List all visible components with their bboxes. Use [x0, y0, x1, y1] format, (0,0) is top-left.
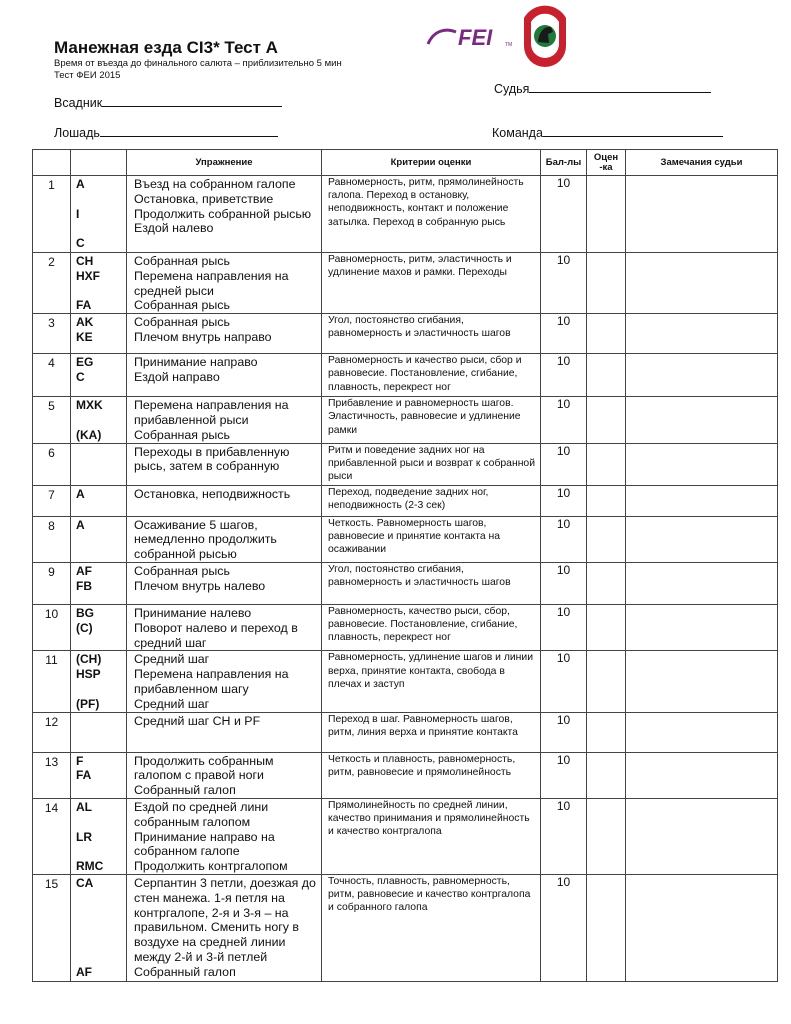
arena-letters — [71, 443, 127, 485]
horse-input-line[interactable] — [100, 126, 278, 137]
remarks-cell[interactable] — [626, 176, 778, 253]
arena-letters: A — [71, 516, 127, 562]
judge-label: Судья — [494, 82, 530, 96]
table-row — [33, 485, 778, 516]
mark-cell[interactable] — [587, 485, 626, 516]
time-note: Время от въезда до финального салюта – приблизительно 5 мин — [54, 58, 342, 69]
table-row — [33, 798, 778, 874]
exercise-text: Въезд на собранном галопе Остановка, приветствие Продолжить собранной рысью Ездой налево — [127, 176, 322, 253]
row-number: 12 — [33, 712, 71, 752]
remarks-cell[interactable] — [626, 604, 778, 650]
remarks-cell[interactable] — [626, 516, 778, 562]
header-points: Бал-лы — [541, 150, 587, 176]
max-points: 10 — [541, 443, 587, 485]
remarks-cell[interactable] — [626, 253, 778, 314]
table-row — [33, 562, 778, 604]
remarks-cell[interactable] — [626, 397, 778, 443]
remarks-cell[interactable] — [626, 651, 778, 712]
criteria-text: Переход в шаг. Равномерность шагов, ритм, линия верха и принятие контакта — [322, 712, 541, 752]
remarks-cell[interactable] — [626, 712, 778, 752]
remarks-cell[interactable] — [626, 798, 778, 874]
row-number: 5 — [33, 397, 71, 443]
exercise-text: Продолжить собранным галопом с правой ноги Собранный галоп — [127, 752, 322, 798]
exercise-text: Перемена направления на прибавленной рыси Собранная рысь — [127, 397, 322, 443]
fei-logo — [426, 24, 511, 50]
exercise-text: Переходы в прибавленную рысь, затем в собранную — [127, 443, 322, 485]
row-number: 6 — [33, 443, 71, 485]
max-points: 10 — [541, 354, 587, 397]
horse-label: Лошадь — [54, 126, 100, 140]
table-row — [33, 651, 778, 712]
team-field[interactable] — [492, 126, 723, 140]
judge-field[interactable] — [494, 82, 711, 96]
mark-cell[interactable] — [587, 798, 626, 874]
test-title: Манежная езда CI3* Тест А — [54, 38, 278, 57]
table-row — [33, 752, 778, 798]
remarks-cell[interactable] — [626, 485, 778, 516]
criteria-text: Точность, плавность, равномерность, ритм, равновесие и качество контргалопа и собранного галопа — [322, 874, 541, 981]
criteria-text: Равномерность, качество рыси, сбор, равновесие. Постановление, сгибание, плавность, перекрест ног — [322, 604, 541, 650]
table-row — [33, 874, 778, 981]
team-input-line[interactable] — [543, 126, 723, 137]
criteria-text: Четкость. Равномерность шагов, равновесие и принятие контакта на осаживании — [322, 516, 541, 562]
table-row — [33, 604, 778, 650]
remarks-cell[interactable] — [626, 562, 778, 604]
arena-letters: CH HXF FA — [71, 253, 127, 314]
mark-cell[interactable] — [587, 176, 626, 253]
header-letters — [71, 150, 127, 176]
mark-cell[interactable] — [587, 397, 626, 443]
remarks-cell[interactable] — [626, 874, 778, 981]
row-number: 2 — [33, 253, 71, 314]
mark-cell[interactable] — [587, 314, 626, 354]
remarks-cell[interactable] — [626, 354, 778, 397]
header-criteria: Критерии оценки — [322, 150, 541, 176]
mark-cell[interactable] — [587, 651, 626, 712]
row-number: 13 — [33, 752, 71, 798]
row-number: 4 — [33, 354, 71, 397]
arena-letters: MXK (KA) — [71, 397, 127, 443]
arena-letters: AF FB — [71, 562, 127, 604]
max-points: 10 — [541, 397, 587, 443]
test-edition: Тест ФЕИ 2015 — [54, 70, 121, 81]
remarks-cell[interactable] — [626, 752, 778, 798]
mark-cell[interactable] — [587, 253, 626, 314]
arena-letters: AK KE — [71, 314, 127, 354]
rider-input-line[interactable] — [102, 96, 282, 107]
max-points: 10 — [541, 314, 587, 354]
row-number: 15 — [33, 874, 71, 981]
arena-letters: AL LR RMC — [71, 798, 127, 874]
mark-cell[interactable] — [587, 874, 626, 981]
team-label: Команда — [492, 126, 543, 140]
criteria-text: Угол, постоянство сгибания, равномерность и эластичность шагов — [322, 562, 541, 604]
row-number: 9 — [33, 562, 71, 604]
arena-letters: A — [71, 485, 127, 516]
row-number: 14 — [33, 798, 71, 874]
table-row — [33, 516, 778, 562]
header-remarks: Замечания судьи — [626, 150, 778, 176]
rider-field[interactable] — [54, 96, 282, 110]
rider-label: Всадник — [54, 96, 103, 110]
exercise-text: Ездой по средней лини собранным галопом Принимание направо на собранном галопе Продолжить контргалопом — [127, 798, 322, 874]
mark-cell[interactable] — [587, 354, 626, 397]
arena-letters: EG C — [71, 354, 127, 397]
table-header-row — [33, 150, 778, 176]
table-row — [33, 354, 778, 397]
mark-cell[interactable] — [587, 516, 626, 562]
max-points: 10 — [541, 253, 587, 314]
mark-cell[interactable] — [587, 562, 626, 604]
criteria-text: Прямолинейность по средней линии, качество принимания и прямолинейность и качество контргалопа — [322, 798, 541, 874]
mark-cell[interactable] — [587, 752, 626, 798]
exercise-text: Средний шаг Перемена направления на прибавленном шагу Средний шаг — [127, 651, 322, 712]
row-number: 1 — [33, 176, 71, 253]
table-row — [33, 712, 778, 752]
header-num — [33, 150, 71, 176]
svg-text:FEI: FEI — [458, 25, 493, 50]
exercise-text: Принимание направо Ездой направо — [127, 354, 322, 397]
svg-text:TM: TM — [505, 42, 513, 48]
max-points: 10 — [541, 604, 587, 650]
exercise-text: Собранная рысь Плечом внутрь направо — [127, 314, 322, 354]
criteria-text: Равномерность и качество рыси, сбор и равновесие. Постановление, сгибание, плавность, перекрест ног — [322, 354, 541, 397]
exercise-text: Собранная рысь Перемена направления на средней рыси Собранная рысь — [127, 253, 322, 314]
row-number: 7 — [33, 485, 71, 516]
criteria-text: Ритм и поведение задних ног на прибавленной рыси и возврат к собранной рыси — [322, 443, 541, 485]
remarks-cell[interactable] — [626, 443, 778, 485]
horse-field[interactable] — [54, 126, 278, 140]
arena-letters — [71, 712, 127, 752]
row-number: 3 — [33, 314, 71, 354]
table-row — [33, 314, 778, 354]
max-points: 10 — [541, 516, 587, 562]
judge-input-line[interactable] — [529, 82, 711, 93]
criteria-text: Равномерность, ритм, эластичность и удлинение махов и рамки. Переходы — [322, 253, 541, 314]
criteria-text: Угол, постоянство сгибания, равномерность и эластичность шагов — [322, 314, 541, 354]
max-points: 10 — [541, 712, 587, 752]
exercise-text: Остановка, неподвижность — [127, 485, 322, 516]
row-number: 10 — [33, 604, 71, 650]
mark-cell[interactable] — [587, 712, 626, 752]
max-points: 10 — [541, 798, 587, 874]
score-sheet-table — [32, 149, 778, 982]
header-exercise: Упражнение — [127, 150, 322, 176]
mark-cell[interactable] — [587, 443, 626, 485]
arena-letters: F FA — [71, 752, 127, 798]
mark-cell[interactable] — [587, 604, 626, 650]
arena-letters: (CH) HSP (PF) — [71, 651, 127, 712]
max-points: 10 — [541, 562, 587, 604]
table-row — [33, 253, 778, 314]
arena-letters: CA AF — [71, 874, 127, 981]
row-number: 11 — [33, 651, 71, 712]
games-badge-logo — [518, 10, 572, 66]
max-points: 10 — [541, 752, 587, 798]
arena-letters: A I C — [71, 176, 127, 253]
criteria-text: Четкость и плавность, равномерность, ритм, равновесие и прямолинейность — [322, 752, 541, 798]
criteria-text: Равномерность, ритм, прямолинейность галопа. Переход в остановку, неподвижность, контакт и положение затылка. Переход в собранную рысь — [322, 176, 541, 253]
exercise-text: Средний шаг CH и PF — [127, 712, 322, 752]
table-row — [33, 397, 778, 443]
table-row — [33, 443, 778, 485]
max-points: 10 — [541, 874, 587, 981]
max-points: 10 — [541, 176, 587, 253]
max-points: 10 — [541, 651, 587, 712]
remarks-cell[interactable] — [626, 314, 778, 354]
table-row — [33, 176, 778, 253]
exercise-text: Осаживание 5 шагов, немедленно продолжить собранной рысью — [127, 516, 322, 562]
max-points: 10 — [541, 485, 587, 516]
row-number: 8 — [33, 516, 71, 562]
criteria-text: Переход, подведение задних ног, неподвижность (2-3 сек) — [322, 485, 541, 516]
header-mark: Оцен -ка — [587, 150, 626, 176]
arena-letters: BG (C) — [71, 604, 127, 650]
criteria-text: Прибавление и равномерность шагов. Эластичность, равновесие и удлинение рамки — [322, 397, 541, 443]
exercise-text: Принимание налево Поворот налево и переход в средний шаг — [127, 604, 322, 650]
exercise-text: Серпантин 3 петли, доезжая до стен манежа. 1-я петля на контргалопе, 2-я и 3-я – на правильном. Сменить ногу в воздухе на средней линии между 2-й и 3-й петлей Собранный галоп — [127, 874, 322, 981]
criteria-text: Равномерность, удлинение шагов и линии верха, принятие контакта, свобода в плечах и заступ — [322, 651, 541, 712]
exercise-text: Собранная рысь Плечом внутрь налево — [127, 562, 322, 604]
